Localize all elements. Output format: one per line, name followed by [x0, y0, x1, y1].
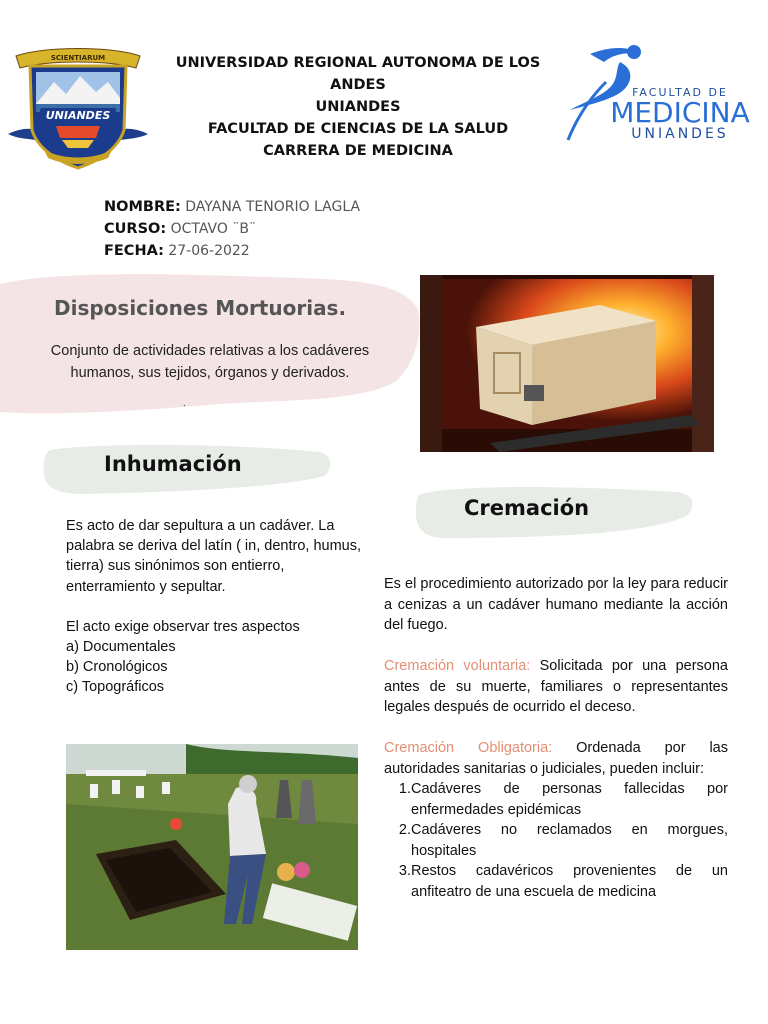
inhumacion-paragraph: Es acto de dar sepultura a un cadáver. La palabra se deriva del latín ( in, dentro, humus, tierra) sus sinónimos son entierro, enterramiento y sepultar. — [66, 518, 361, 595]
date-label: FECHA: — [104, 243, 164, 259]
burial-cemetery-photo — [66, 744, 358, 950]
name-label: NOMBRE: — [104, 199, 181, 215]
name-row — [104, 196, 360, 218]
name-value: DAYANA TENORIO LAGLA — [180, 199, 361, 215]
header-line-4: FACULTAD DE CIENCIAS DE LA SALUD — [207, 121, 509, 137]
svg-text:UNIANDES: UNIANDES — [45, 109, 111, 122]
aspect-item: a) Documentales — [66, 639, 176, 656]
voluntaria-label: Cremación voluntaria: — [384, 658, 531, 674]
header-line-1: UNIVERSIDAD REGIONAL AUTONOMA DE LOS — [175, 55, 541, 71]
cremacion-voluntaria — [384, 656, 728, 718]
header-line-5: CARRERA DE MEDICINA — [263, 143, 453, 159]
svg-text:MEDICINA: MEDICINA — [610, 96, 750, 129]
obligatoria-list — [384, 779, 728, 902]
obligatoria-label: Cremación Obligatoria: — [384, 740, 553, 756]
svg-text:UNIANDES: UNIANDES — [631, 126, 729, 142]
aspect-item: c) Topográficos — [66, 679, 165, 696]
university-crest-logo — [4, 42, 152, 172]
list-item — [384, 861, 728, 902]
header-line-2: ANDES — [330, 77, 386, 93]
stray-dot: . — [183, 398, 186, 409]
header-line-3: UNIANDES — [315, 99, 401, 115]
student-info — [104, 196, 360, 262]
course-value: OCTAVO ¨B¨ — [166, 221, 256, 237]
list-text: Restos cadavéricos provenientes de un anfiteatro de una escuela de medicina — [411, 863, 728, 900]
list-text: Cadáveres no reclamados en morgues, hospitales — [411, 822, 728, 859]
cremacion-definition: Es el procedimiento autorizado por la ley para reducir a cenizas a un cadáver humano mediante la acción del fuego. — [384, 576, 728, 633]
svg-text:SCIENTIARUM: SCIENTIARUM — [50, 54, 106, 62]
inhumacion-title: Inhumación — [104, 452, 242, 476]
list-number: 2. — [398, 822, 411, 838]
facultad-medicina-logo — [560, 40, 762, 152]
date-value: 27-06-2022 — [163, 243, 250, 259]
list-number: 3. — [398, 863, 411, 879]
voluntaria-text: Solicitada por una persona antes de su muerte, familiares o representantes legales después de ocurrido el deceso. — [384, 658, 728, 715]
inhumacion-body — [66, 516, 362, 698]
list-number: 1. — [398, 781, 411, 797]
list-item — [384, 779, 728, 820]
course-row — [104, 218, 360, 240]
obligatoria-text: Ordenada por las autoridades sanitarias o judiciales, pueden incluir: — [384, 740, 728, 777]
cremacion-body — [384, 574, 728, 902]
cremacion-obligatoria — [384, 738, 728, 779]
course-label: CURSO: — [104, 221, 167, 237]
cremacion-title: Cremación — [464, 496, 590, 520]
disposiciones-description: Conjunto de actividades relativas a los cadáveres humanos, sus tejidos, órganos y derivados. — [50, 343, 370, 381]
header-title — [160, 52, 556, 162]
disposiciones-title: Disposiciones Mortuorias. — [54, 296, 347, 320]
inhumacion-aspects-intro: El acto exige observar tres aspectos — [66, 618, 300, 635]
date-row — [104, 240, 360, 262]
list-item — [384, 820, 728, 861]
list-text: Cadáveres de personas fallecidas por enfermedades epidémicas — [411, 781, 728, 818]
aspect-item: b) Cronológicos — [66, 659, 168, 676]
svg-text:FACULTAD DE: FACULTAD DE — [632, 86, 728, 99]
cremation-furnace-photo — [420, 275, 714, 452]
